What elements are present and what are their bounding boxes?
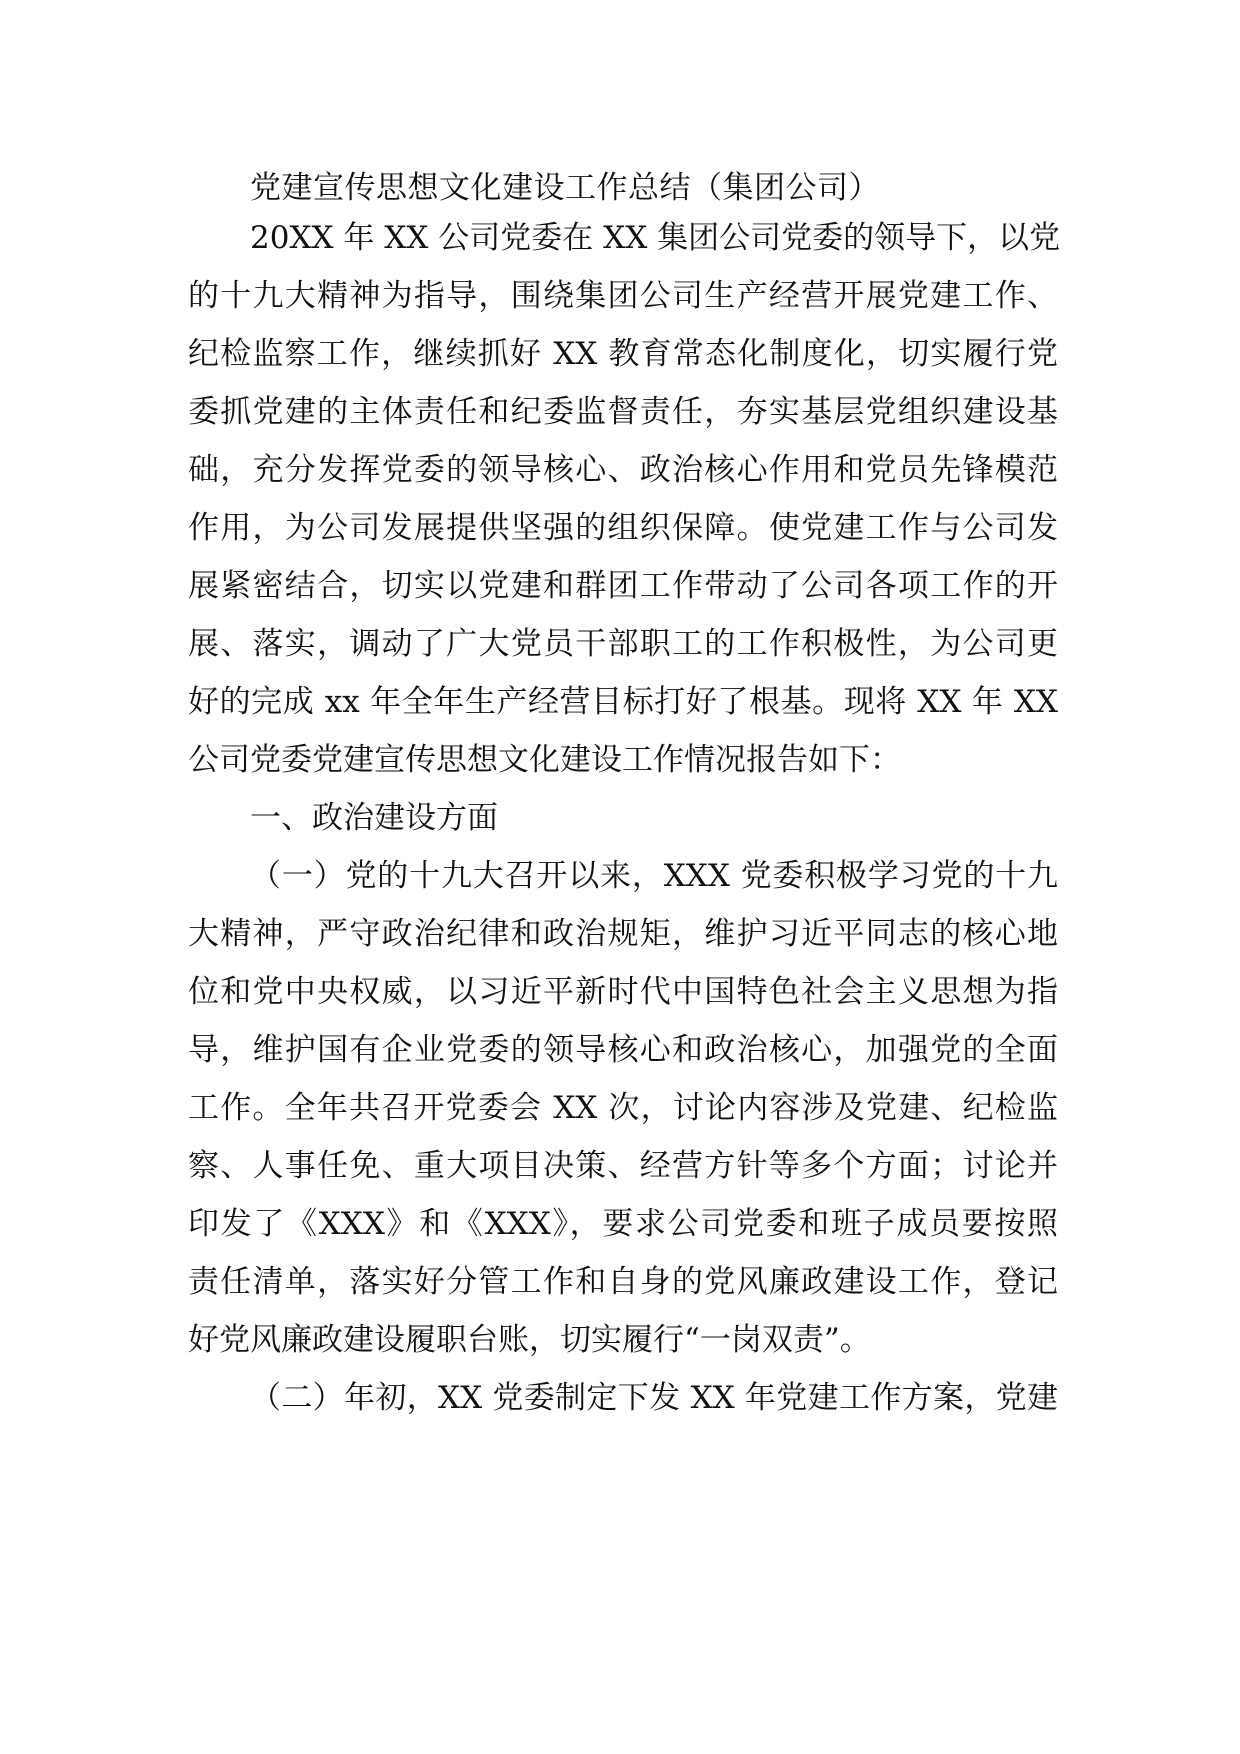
paragraph-line: 的十九大精神为指导，围绕集团公司生产经营开展党建工作、 — [188, 278, 1058, 314]
paragraph-line: （二）年初，XX 党委制定下发 XX 年党建工作方案，党建 — [250, 1380, 1058, 1416]
paragraph-line: 好党风廉政建设履职台账，切实履行“一岗双责”。 — [188, 1322, 871, 1358]
paragraph-line: 作用，为公司发展提供坚强的组织保障。使党建工作与公司发 — [188, 510, 1058, 546]
paragraph-line: （一）党的十九大召开以来，XXX 党委积极学习党的十九 — [250, 858, 1058, 894]
paragraph-line: 础，充分发挥党委的领导核心、政治核心作用和党员先锋模范 — [188, 452, 1058, 488]
document-title: 党建宣传思想文化建设工作总结（集团公司） — [250, 170, 880, 206]
paragraph-line: 展紧密结合，切实以党建和群团工作带动了公司各项工作的开 — [188, 568, 1058, 604]
paragraph-line: 位和党中央权威，以习近平新时代中国特色社会主义思想为指 — [188, 974, 1058, 1010]
paragraph-line: 察、人事任免、重大项目决策、经营方针等多个方面；讨论并 — [188, 1148, 1058, 1184]
paragraph-line: 公司党委党建宣传思想文化建设工作情况报告如下： — [188, 742, 901, 778]
paragraph-line: 印发了《XXX》和《XXX》，要求公司党委和班子成员要按照 — [188, 1206, 1058, 1242]
section-heading: 一、政治建设方面 — [250, 800, 498, 836]
paragraph-line: 工作。全年共召开党委会 XX 次，讨论内容涉及党建、纪检监 — [188, 1090, 1058, 1126]
paragraph-line: 委抓党建的主体责任和纪委监督责任，夯实基层党组织建设基 — [188, 394, 1058, 430]
paragraph-line: 好的完成 xx 年全年生产经营目标打好了根基。现将 XX 年 XX — [188, 684, 1058, 720]
paragraph-line: 导，维护国有企业党委的领导核心和政治核心，加强党的全面 — [188, 1032, 1058, 1068]
paragraph-line: 纪检监察工作，继续抓好 XX 教育常态化制度化，切实履行党 — [188, 336, 1058, 372]
paragraph-line: 20XX 年 XX 公司党委在 XX 集团公司党委的领导下，以党 — [250, 220, 1061, 256]
paragraph-line: 责任清单，落实好分管工作和自身的党风廉政建设工作，登记 — [188, 1264, 1058, 1300]
paragraph-line: 大精神，严守政治纪律和政治规矩，维护习近平同志的核心地 — [188, 916, 1058, 952]
paragraph-line: 展、落实，调动了广大党员干部职工的工作积极性，为公司更 — [188, 626, 1058, 662]
